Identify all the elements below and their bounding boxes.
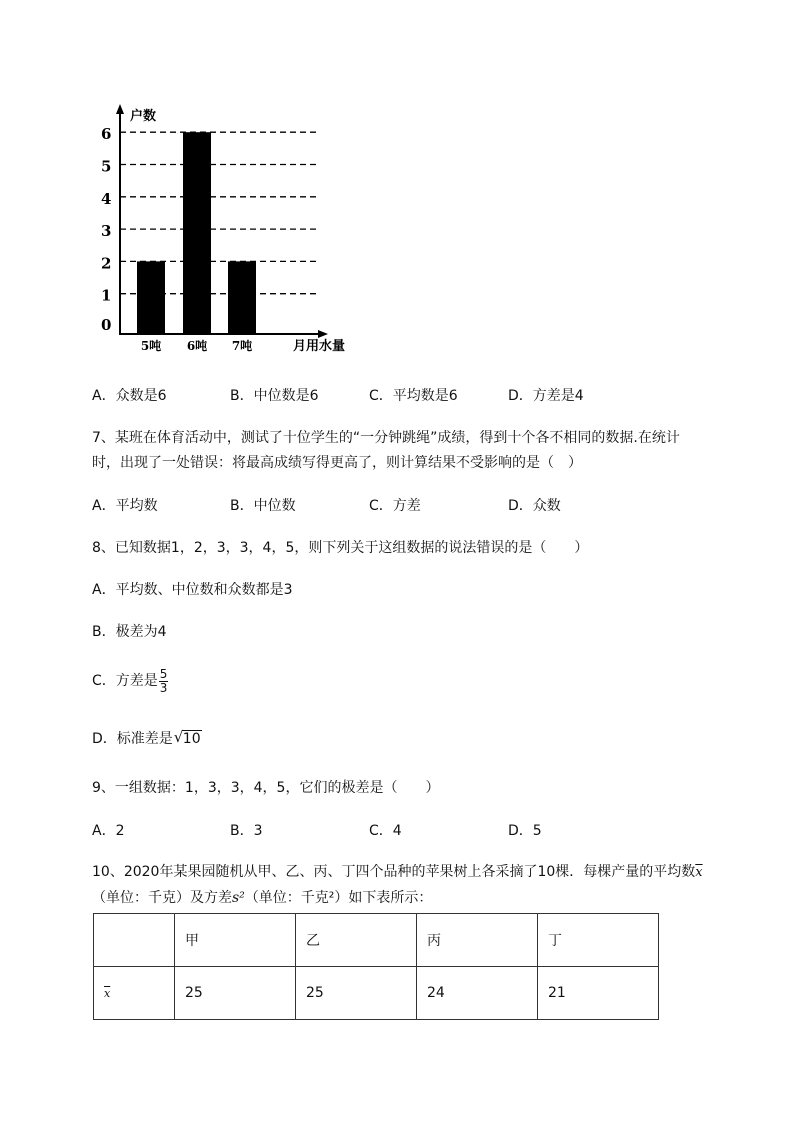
table-cell: 25 (296, 967, 417, 1020)
y-tick-label: 1 (101, 286, 112, 305)
y-tick-label: 5 (101, 157, 112, 176)
q10-stem-line1 (92, 862, 703, 883)
y-tick-label: 2 (101, 254, 112, 273)
y-tick-labels (101, 125, 111, 334)
table-header-row (94, 914, 659, 967)
q10-stem-line2-text-a: （单位：千克）及方差 (92, 890, 232, 906)
table-cell: 21 (538, 967, 659, 1020)
table-header-cell: 丙 (417, 914, 538, 967)
q8-option-d[interactable] (92, 729, 202, 749)
table-header-cell: 乙 (296, 914, 417, 967)
q10-stem-line2 (92, 888, 432, 908)
y-axis-label: 户数 (130, 109, 157, 124)
apple-yield-table (93, 913, 659, 1020)
y-axis-arrow (116, 104, 124, 114)
q7-option-c[interactable]: C．方差 (369, 498, 421, 514)
table-cell: 25 (175, 967, 296, 1020)
table-row (94, 967, 659, 1020)
q7-stem-line1: 7、某班在体育活动中，测试了十位学生的“一分钟跳绳”成绩，得到十个各不相同的数据.在统计 (92, 430, 680, 446)
y-tick-label: 6 (101, 125, 112, 144)
q7-stem-line2: 时，出现了一处错误：将最高成绩写得更高了，则计算结果不受影响的是（ ） (92, 455, 582, 471)
q8-stem: 8、已知数据1，2，3，3，4，5，则下列关于这组数据的说法错误的是（ ） (92, 540, 589, 556)
q9-stem: 9、一组数据：1，3，3，4，5，它们的极差是（ ） (92, 780, 440, 796)
q6-option-b[interactable]: B．中位数是6 (230, 388, 319, 404)
x-tick-label: 5吨 (140, 339, 162, 353)
q8-option-c-label: C．方差是 (92, 673, 158, 689)
sqrt-ten: √ 10 (173, 728, 201, 747)
five-thirds-fraction: $\frac{5}{3}$ (159, 666, 168, 695)
q6-option-a[interactable]: A．众数是6 (92, 388, 167, 404)
q10-stem-line1-text: 10、2020年某果园随机从甲、乙、丙、丁四个品种的苹果树上各采摘了10棵．每棵产量的平均数 (92, 864, 696, 880)
bar (137, 261, 165, 334)
q9-option-b[interactable]: B．3 (230, 823, 263, 839)
table-row-label: $\overline{x}$ (94, 967, 175, 1020)
y-tick-label: 3 (101, 222, 112, 241)
q6-option-c[interactable]: C．平均数是6 (369, 388, 458, 404)
x-axis-arrow (318, 330, 328, 338)
bar (183, 132, 211, 334)
bar (228, 261, 256, 334)
q9-option-a[interactable]: A．2 (92, 823, 125, 839)
q7-option-a[interactable]: A．平均数 (92, 498, 158, 514)
table-header-cell (94, 914, 175, 967)
q8-option-c[interactable] (92, 665, 168, 697)
q8-option-a[interactable]: A．平均数、中位数和众数都是3 (92, 582, 293, 598)
x-tick-label: 7吨 (231, 339, 253, 353)
s-squared-symbol: s² (232, 890, 245, 906)
q7-option-d[interactable]: D．众数 (508, 498, 561, 514)
q10-stem-line2-text-b: （单位：千克²）如下表所示： (244, 890, 433, 906)
q8-option-b[interactable]: B．极差为4 (92, 624, 167, 640)
q6-option-d[interactable]: D．方差是4 (508, 388, 584, 404)
q8-option-d-label: D．标准差是 (92, 731, 173, 747)
chart-bars (137, 132, 256, 334)
x-tick-labels (141, 338, 252, 353)
water-usage-bar-chart (0, 0, 360, 370)
x-tick-label: 6吨 (186, 339, 208, 353)
y-tick-label: 0 (101, 316, 112, 334)
radical-sign-icon: √ (173, 728, 184, 746)
x-bar-symbol: $\overline{x}$ (695, 865, 703, 880)
q7-option-b[interactable]: B．中位数 (230, 498, 296, 514)
table-header-cell: 甲 (175, 914, 296, 967)
x-axis-label: 月用水量 (293, 339, 346, 354)
table-cell: 24 (417, 967, 538, 1020)
q9-option-d[interactable]: D．5 (508, 823, 542, 839)
y-tick-label: 4 (101, 189, 112, 208)
table-header-cell: 丁 (538, 914, 659, 967)
q9-option-c[interactable]: C．4 (369, 823, 402, 839)
